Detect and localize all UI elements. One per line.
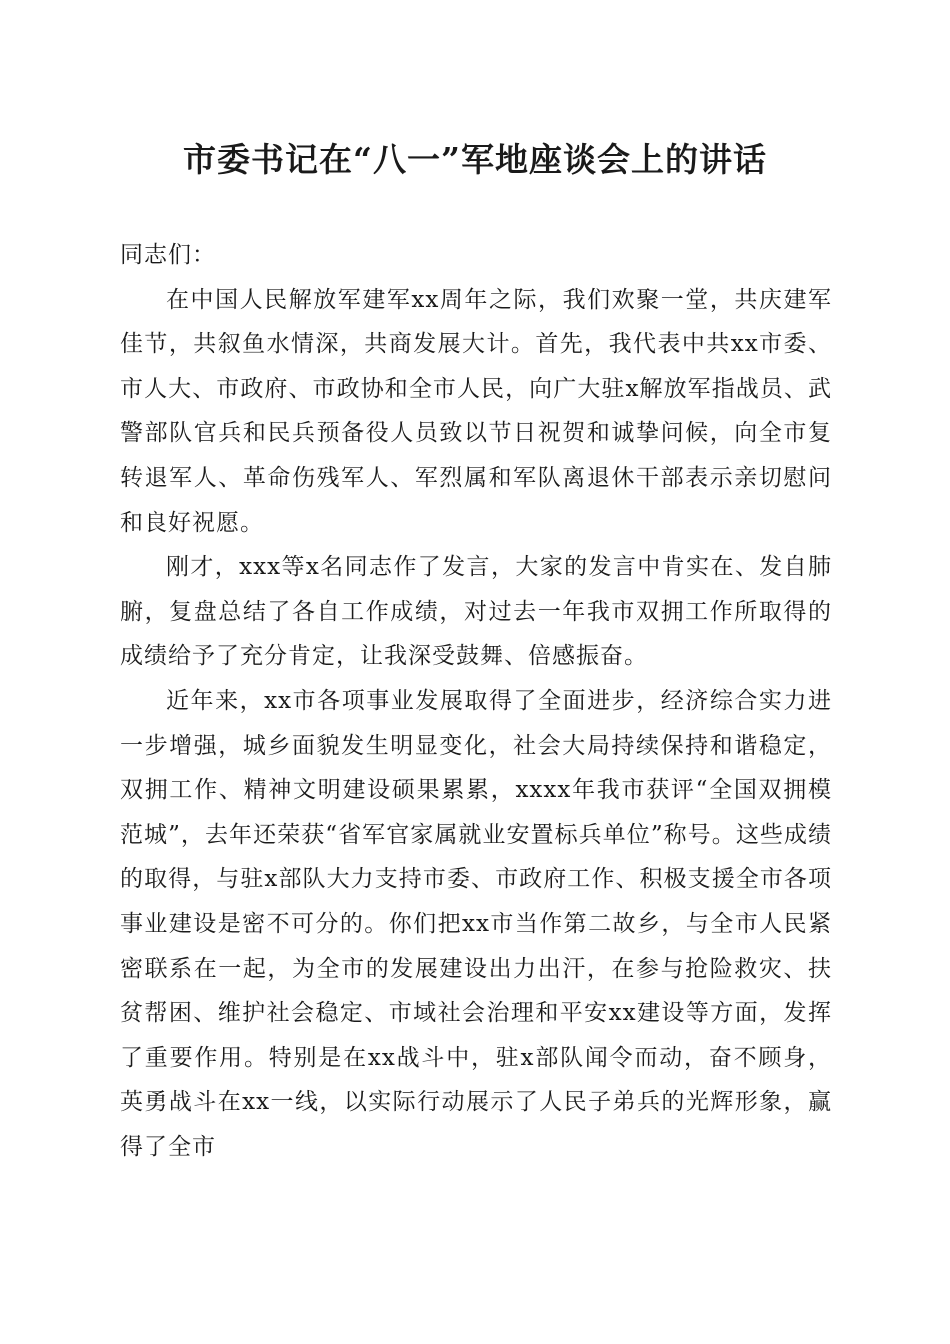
document-body (120, 233, 832, 1169)
paragraph-2: 刚才，xxx等x名同志作了发言，大家的发言中肯实在、发自肺腑，复盘总结了各自工作成绩，对过去一年我市双拥工作所取得的成绩给予了充分肯定，让我深受鼓舞、倍感振奋。 (120, 554, 832, 670)
paragraph-3: 近年来，xx市各项事业发展取得了全面进步，经济综合实力进一步增强，城乡面貌发生明显变化，社会大局持续保持和谐稳定，双拥工作、精神文明建设硕果累累，xxxx年我市获评“全国双拥模范城”，去年还荣获“省军官家属就业安置标兵单位”称号。这些成绩的取得，与驻x部队大力支持市委、市政府工作、积极支援全市各项事业建设是密不可分的。你们把xx市当作第二故乡，与全市人民紧密联系在一起，为全市的发展建设出力出汗，在参与抢险救灾、扶贫帮困、维护社会稳定、市域社会治理和平安xx建设等方面，发挥了重要作用。特别是在xx战斗中，驻x部队闻令而动，奋不顾身，英勇战斗在xx一线，以实际行动展示了人民子弟兵的光辉形象，赢得了全市 (120, 687, 832, 1160)
salutation: 同志们： (120, 242, 216, 268)
document-title: 市委书记在“八一”军地座谈会上的讲话 (183, 140, 767, 179)
paragraph-1: 在中国人民解放军建军xx周年之际，我们欢聚一堂，共庆建军佳节，共叙鱼水情深，共商发展大计。首先，我代表中共xx市委、市人大、市政府、市政协和全市人民，向广大驻x解放军指战员、武警部队官兵和民兵预备役人员致以节日祝贺和诚挚问候，向全市复转退军人、革命伤残军人、军烈属和军队离退休干部表示亲切慰问和良好祝愿。 (120, 286, 832, 536)
